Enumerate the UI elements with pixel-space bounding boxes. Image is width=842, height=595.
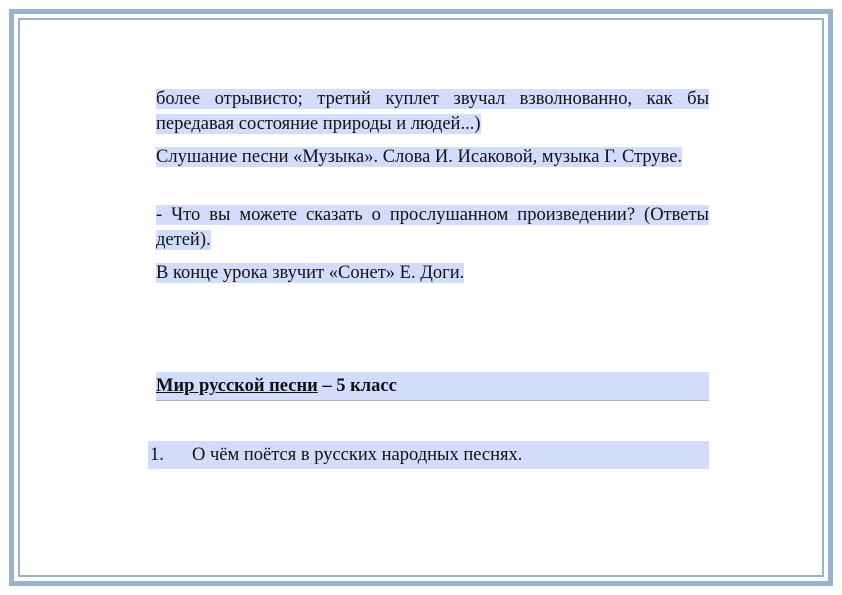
paragraph-1: более отрывисто; третий куплет звучал взволнованно, как бы передавая состояние природы и людей...) — [156, 89, 709, 134]
list-item-number: 1. — [150, 445, 164, 465]
section-heading — [156, 372, 709, 401]
list-item — [148, 441, 709, 469]
paragraph-4: В конце урока звучит «Сонет» Е. Доги. — [156, 263, 465, 283]
heading-suffix: – 5 класс — [317, 376, 397, 396]
heading-title: Мир русской песни — [156, 376, 318, 396]
list-item-text: О чём поётся в русских народных песнях. — [192, 445, 523, 465]
paragraph-3: - Что вы можете сказать о прослушанном произведении? (Ответы детей). — [156, 205, 709, 250]
paragraph-2: Слушание песни «Музыка». Слова И. Исаковой, музыка Г. Струве. — [156, 147, 683, 167]
